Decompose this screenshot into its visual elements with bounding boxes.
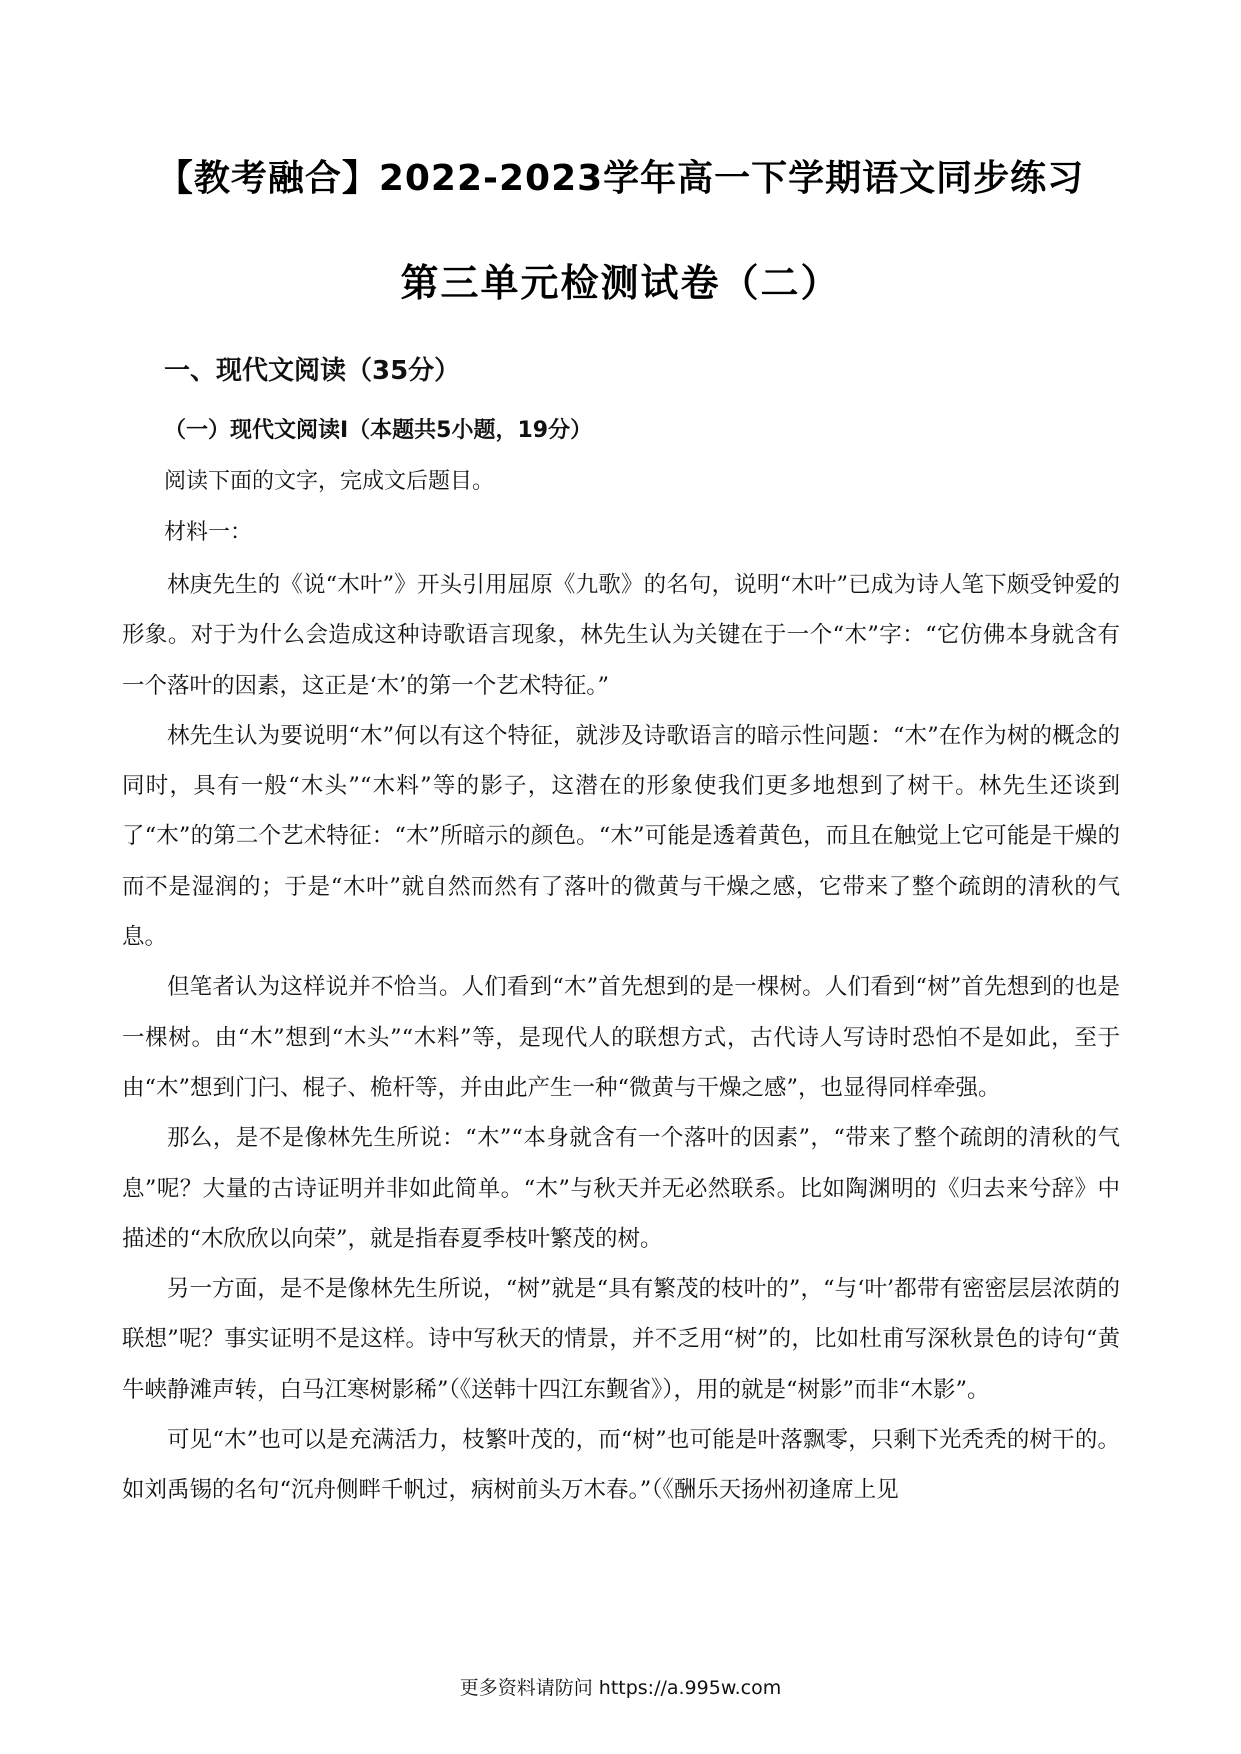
- material-label: 材料一：: [164, 520, 253, 545]
- passage-paragraph: 但笔者认为这样说并不恰当。人们看到“木”首先想到的是一棵树。人们看到“树”首先想到的也是一棵树。由“木”想到“木头”“木料”等，是现代人的联想方式，古代诗人写诗时恐怕不是如此，至于由“木”想到门闩、棍子、桅杆等，并由此产生一种“微黄与干燥之感”，也显得同样牵强。: [122, 974, 1120, 1101]
- section-heading: 一、现代文阅读（35分）: [164, 356, 461, 386]
- passage-paragraph: 另一方面，是不是像林先生所说，“树”就是“具有繁茂的枝叶的”，“与‘叶’都带有密密层层浓荫的联想”呢？事实证明不是这样。诗中写秋天的情景，并不乏用“树”的，比如杜甫写深秋景色的诗句“黄牛峡静滩声转，白马江寒树影稀”（《送韩十四江东觐省》），用的就是“树影”而非“木影”。: [122, 1276, 1120, 1403]
- sub-heading: （一）现代文阅读Ⅰ（本题共5小题，19分）: [164, 418, 593, 443]
- footer-link-text: 更多资料请防问 https://a.995w.com: [459, 1677, 782, 1699]
- passage-body: [122, 560, 1120, 1516]
- passage-paragraph: 林先生认为要说明“木”何以有这个特征，就涉及诗歌语言的暗示性问题：“木”在作为树的概念的同时，具有一般“木头”“木料”等的影子，这潜在的形象使我们更多地想到了树干。林先生还谈到了“木”的第二个艺术特征：“木”所暗示的颜色。“木”可能是透着黄色，而且在触觉上它可能是干燥的而不是湿润的；于是“木叶”就自然而然有了落叶的微黄与干燥之感，它带来了整个疏朗的清秋的气息。: [122, 722, 1120, 951]
- document-title: 【教考融合】2022-2023学年高一下学期语文同步练习: [156, 158, 1085, 199]
- reading-instruction: 阅读下面的文字，完成文后题目。: [164, 469, 495, 494]
- document-subtitle: 第三单元检测试卷（二）: [400, 261, 841, 305]
- passage-paragraph: 可见“木”也可以是充满活力，枝繁叶茂的，而“树”也可能是叶落飘零，只剩下光秃秃的树干的。如刘禹锡的名句“沉舟侧畔千帆过，病树前头万木春。”（《酬乐天扬州初逢席上见: [122, 1427, 1120, 1504]
- passage-paragraph: 那么，是不是像林先生所说：“木”“本身就含有一个落叶的因素”，“带来了整个疏朗的清秋的气息”呢？大量的古诗证明并非如此简单。“木”与秋天并无必然联系。比如陶渊明的《归去来兮辞》中描述的“木欣欣以向荣”，就是指春夏季枝叶繁茂的树。: [122, 1125, 1120, 1252]
- passage-paragraph: 林庚先生的《说“木叶”》开头引用屈原《九歌》的名句，说明“木叶”已成为诗人笔下颇受钟爱的形象。对于为什么会造成这种诗歌语言现象，林先生认为关键在于一个“木”字：“它仿佛本身就含有一个落叶的因素，这正是‘木’的第一个艺术特征。”: [122, 572, 1120, 699]
